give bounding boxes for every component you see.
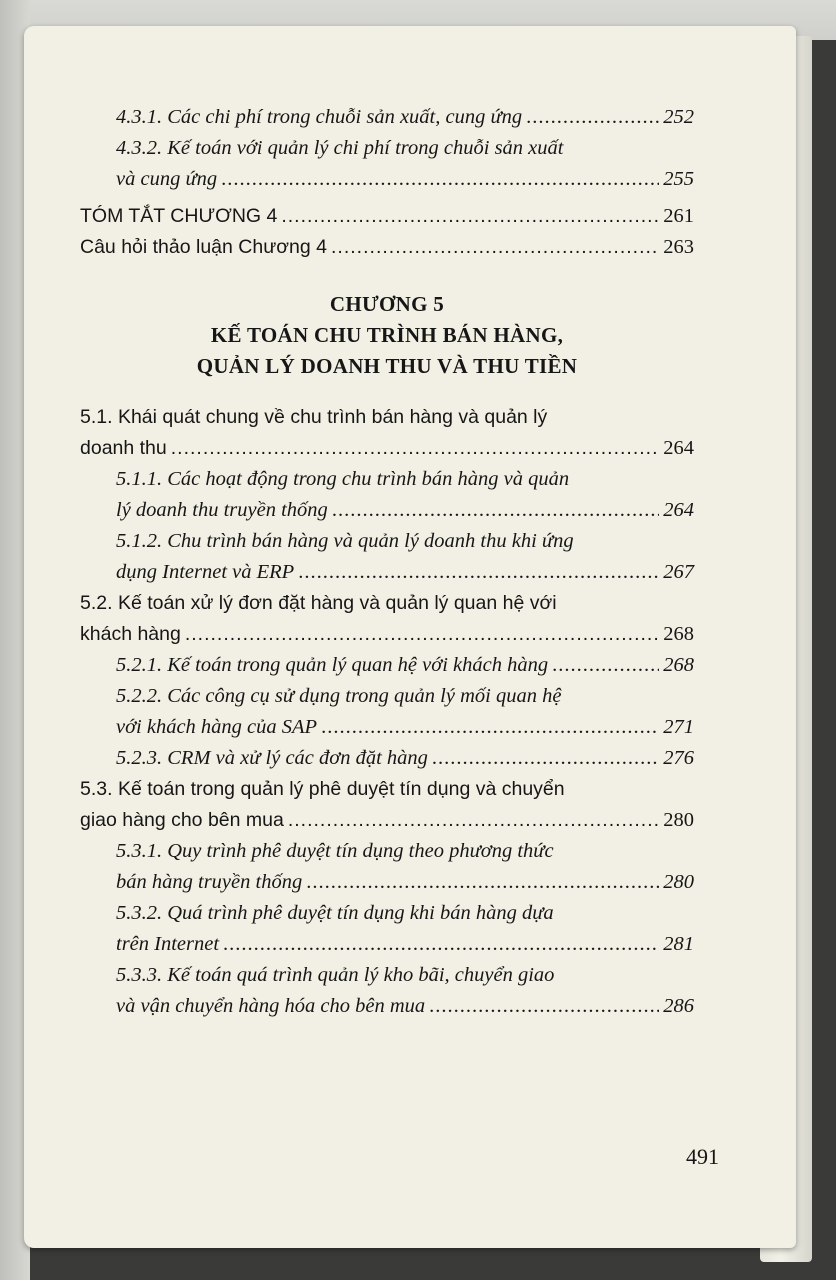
toc-entry-text: 5.1.2. Chu trình bán hàng và quản lý doanh thu khi ứng	[116, 530, 574, 552]
toc-entries	[80, 402, 694, 1022]
toc-entry	[116, 836, 694, 898]
toc-entry-text: Câu hỏi thảo luận Chương 4	[80, 236, 328, 258]
toc-entry-line	[116, 681, 694, 712]
toc-entry-page: 261	[663, 205, 694, 227]
toc-entry-line	[80, 232, 694, 263]
toc-entry-text: 5.2.1. Kế toán trong quản lý quan hệ với khách hàng	[116, 654, 549, 676]
dot-leader	[281, 201, 659, 232]
toc-entry-page: 268	[663, 654, 694, 676]
dot-leader	[288, 805, 659, 836]
toc-entry-line	[116, 526, 694, 557]
chapter-title-line-2: QUẢN LÝ DOANH THU VÀ THU TIỀN	[196, 354, 578, 378]
toc-entry-page: 281	[663, 933, 694, 955]
toc-entry	[80, 774, 694, 836]
toc-entry-line	[116, 102, 694, 133]
toc-entry	[116, 464, 694, 526]
toc-entry-page: 280	[663, 871, 694, 893]
book-page	[24, 26, 796, 1248]
toc-entry-text: 5.3. Kế toán trong quản lý phê duyệt tín dụng và chuyển	[80, 778, 565, 800]
toc-entry-line	[80, 201, 694, 232]
toc-entry	[80, 588, 694, 650]
dot-leader	[526, 102, 659, 133]
toc-entry-text: 5.3.3. Kế toán quá trình quản lý kho bãi, chuyển giao	[116, 964, 555, 986]
dot-leader	[429, 991, 659, 1022]
toc-entry-text: bán hàng truyền thống	[116, 871, 303, 893]
toc-entry-page: 264	[663, 499, 694, 521]
toc-entry-line	[116, 898, 694, 929]
toc-entry-text: 5.2.2. Các công cụ sử dụng trong quản lý mối quan hệ	[116, 685, 562, 707]
toc-entry-text: trên Internet	[116, 933, 220, 955]
toc-entry	[116, 898, 694, 960]
toc-entry-line	[116, 164, 694, 195]
toc-entry-text: lý doanh thu truyền thống	[116, 499, 328, 521]
toc-entry-page: 286	[663, 995, 694, 1017]
toc-entry-text: 5.3.2. Quá trình phê duyệt tín dụng khi bán hàng dựa	[116, 902, 554, 924]
dot-leader	[552, 650, 659, 681]
toc-entry-text: 5.1. Khái quát chung về chu trình bán hàng và quản lý	[80, 406, 548, 428]
toc-entry-line	[80, 774, 694, 805]
toc-entry-text: dụng Internet và ERP	[116, 561, 295, 583]
toc-entry-text: 5.2.3. CRM và xử lý các đơn đặt hàng	[116, 747, 428, 769]
page-number: 491	[686, 1144, 719, 1169]
toc-entry	[116, 102, 694, 133]
toc-entry	[80, 232, 694, 263]
toc-entry	[116, 526, 694, 588]
toc-entry-text: TÓM TẮT CHƯƠNG 4	[80, 205, 278, 227]
toc-entry	[116, 650, 694, 681]
chapter-number: CHƯƠNG 5	[329, 292, 445, 316]
toc-entry-page: 280	[663, 809, 694, 831]
toc-entry-text: và vận chuyển hàng hóa cho bên mua	[116, 995, 426, 1017]
toc-entry-line	[80, 619, 694, 650]
toc-entry-text: 5.1.1. Các hoạt động trong chu trình bán hàng và quản	[116, 468, 570, 490]
toc-entry-line	[80, 588, 694, 619]
toc-entry-page: 267	[663, 561, 694, 583]
toc-entry-line	[116, 464, 694, 495]
toc-entry-line	[116, 650, 694, 681]
dot-leader	[185, 619, 659, 650]
dot-leader	[171, 433, 659, 464]
toc-entry-line	[116, 743, 694, 774]
toc-entry-page: 264	[663, 437, 694, 459]
toc-pre-entries	[80, 102, 694, 263]
toc-entry-line	[116, 495, 694, 526]
toc-entry	[116, 681, 694, 743]
toc-entry-line	[80, 805, 694, 836]
toc-entry-page: 276	[663, 747, 694, 769]
toc-entry-page: 271	[663, 716, 694, 738]
toc-entry	[116, 743, 694, 774]
toc-entry-text: 5.3.1. Quy trình phê duyệt tín dụng theo phương thức	[116, 840, 554, 862]
dot-leader	[432, 743, 659, 774]
toc-entry-line	[116, 867, 694, 898]
toc-entry-line	[116, 557, 694, 588]
toc-entry-page: 255	[663, 168, 694, 190]
toc-entry-text: doanh thu	[80, 437, 167, 459]
dot-leader	[298, 557, 659, 588]
dot-leader	[221, 164, 659, 195]
dot-leader	[223, 929, 659, 960]
toc-entry-page: 268	[663, 623, 694, 645]
toc-entry-page: 263	[663, 236, 694, 258]
toc-entry-line	[116, 960, 694, 991]
toc-entry-text: 4.3.2. Kế toán với quản lý chi phí trong chuỗi sản xuất	[116, 137, 564, 159]
toc-entry-text: với khách hàng của SAP	[116, 716, 318, 738]
dot-leader	[331, 232, 659, 263]
dot-leader	[321, 712, 659, 743]
dot-leader	[306, 867, 659, 898]
toc-entry-line	[116, 929, 694, 960]
toc-entry-text: 4.3.1. Các chi phí trong chuỗi sản xuất, cung ứng	[116, 106, 523, 128]
table-of-contents	[80, 102, 694, 1022]
toc-entry	[80, 201, 694, 232]
toc-entry-line	[116, 991, 694, 1022]
toc-entry-text: giao hàng cho bên mua	[80, 809, 284, 831]
toc-entry-text: và cung ứng	[116, 168, 218, 190]
chapter-heading	[80, 289, 694, 382]
toc-entry-text: khách hàng	[80, 623, 181, 645]
toc-entry	[116, 960, 694, 1022]
toc-entry-line	[80, 433, 694, 464]
dot-leader	[332, 495, 659, 526]
toc-entry-text: 5.2. Kế toán xử lý đơn đặt hàng và quản lý quan hệ với	[80, 592, 557, 614]
toc-entry-line	[116, 712, 694, 743]
toc-entry-page: 252	[663, 106, 694, 128]
chapter-title-line-1: KẾ TOÁN CHU TRÌNH BÁN HÀNG,	[210, 323, 564, 347]
toc-entry	[116, 133, 694, 195]
toc-entry-line	[116, 133, 694, 164]
toc-entry-line	[116, 836, 694, 867]
toc-entry-line	[80, 402, 694, 433]
toc-entry	[80, 402, 694, 464]
